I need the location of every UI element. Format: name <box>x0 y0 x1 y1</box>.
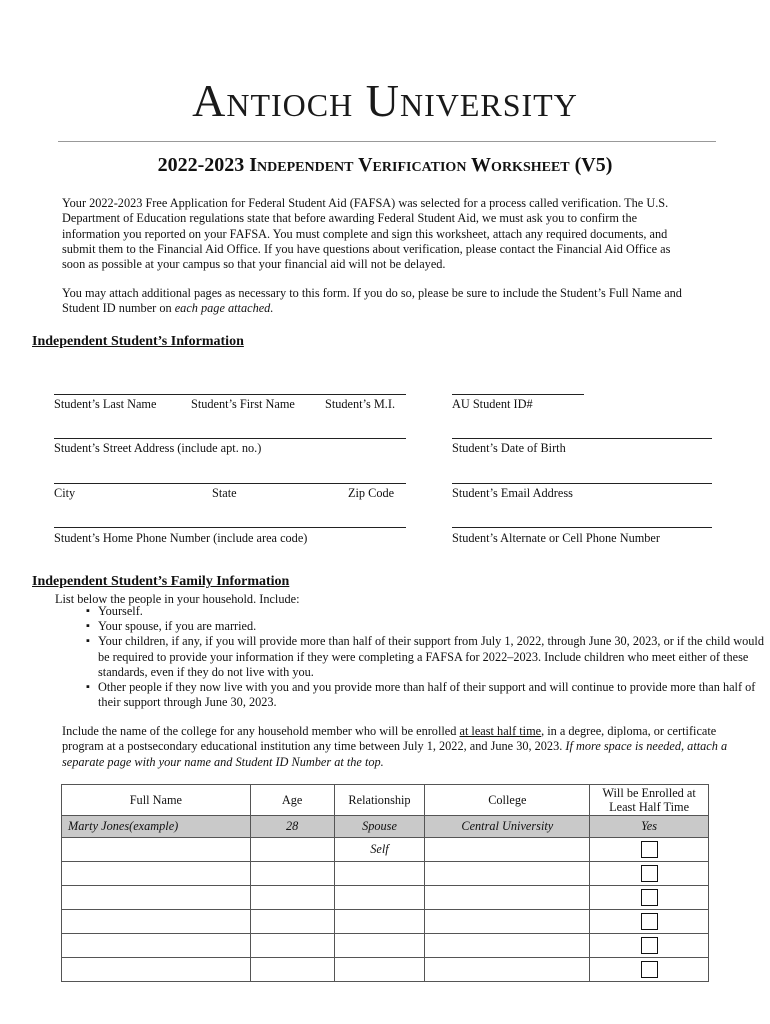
table-row <box>62 934 709 958</box>
example-name: Marty Jones(example) <box>62 816 251 838</box>
college-cell[interactable] <box>425 862 590 886</box>
half-time-checkbox[interactable] <box>641 913 658 930</box>
middle-initial-label: Student’s M.I. <box>325 397 396 411</box>
list-item: ▪ Your spouse, if you are married. <box>88 619 768 634</box>
student-id-field-line[interactable] <box>452 394 584 395</box>
zip-label: Zip Code <box>348 486 395 500</box>
attach-pages-emphasis: each page attached. <box>174 301 274 316</box>
name-cell[interactable] <box>62 838 251 862</box>
street-address-label: Student’s Street Address (include apt. no.) <box>54 441 262 455</box>
age-cell[interactable] <box>250 958 334 982</box>
half-time-cell <box>590 934 709 958</box>
relationship-cell[interactable] <box>334 910 425 934</box>
list-item: ▪ Other people if they now live with you and you provide more than half of their support and will continue to provide more than half of their support through June 30, 2023. <box>88 680 768 710</box>
page-title: 2022-2023 Independent Verification Worksheet (V5) <box>157 154 613 176</box>
college-note-text-2: , in a degree, diploma, or certificate program at a postsecondary educational institution any time between July 1, 2022, and June 30, 2023. <box>62 724 717 754</box>
state-label: State <box>212 486 237 500</box>
alt-phone-label: Student’s Alternate or Cell Phone Number <box>452 531 660 545</box>
extra-space-note: If more space is needed, attach a separate page with your name and Student ID Number at the top. <box>62 739 728 769</box>
age-cell[interactable] <box>250 862 334 886</box>
name-cell[interactable] <box>62 886 251 910</box>
first-name-label: Student’s First Name <box>191 397 295 411</box>
half-time-cell <box>590 838 709 862</box>
list-item: ▪ Yourself. <box>88 604 768 619</box>
table-row <box>62 862 709 886</box>
half-time-underlined: at least half time <box>459 724 542 738</box>
half-time-cell <box>590 910 709 934</box>
table-row <box>62 910 709 934</box>
half-time-checkbox[interactable] <box>641 961 658 978</box>
col-relationship: Relationship <box>334 785 425 816</box>
home-phone-field-line[interactable] <box>54 527 406 528</box>
household-list <box>68 604 768 710</box>
table-header-row <box>62 785 709 816</box>
dob-label: Student’s Date of Birth <box>452 441 566 455</box>
college-cell[interactable] <box>425 934 590 958</box>
household-intro: List below the people in your household. Include: <box>55 592 300 606</box>
col-age: Age <box>250 785 334 816</box>
relationship-cell: Self <box>334 838 425 862</box>
university-logo: Antioch University <box>192 75 578 126</box>
attach-pages-text: You may attach additional pages as necessary to this form. If you do so, please be sure to include the Student’s Full Name and Student ID number on <box>62 286 682 316</box>
home-phone-label: Student’s Home Phone Number (include area code) <box>54 531 308 545</box>
relationship-cell[interactable] <box>334 934 425 958</box>
example-half-time: Yes <box>590 816 709 838</box>
college-note <box>62 724 746 770</box>
col-half-time: Will be Enrolled at Least Half Time <box>590 785 709 816</box>
list-item: ▪ Your children, if any, if you will provide more than half of their support from July 1, 2022, through June 30, 2023, or if the child would be required to provide your information if they were completing a FAFSA for 2022–2023. Include children who meet either of these standards, even if they do not live with you. <box>88 634 768 680</box>
table-row <box>62 838 709 862</box>
city-label: City <box>54 486 76 500</box>
email-label: Student’s Email Address <box>452 486 573 500</box>
college-cell[interactable] <box>425 886 590 910</box>
age-cell[interactable] <box>250 910 334 934</box>
table-row <box>62 958 709 982</box>
name-cell[interactable] <box>62 862 251 886</box>
half-time-cell <box>590 958 709 982</box>
email-field-line[interactable] <box>452 483 712 484</box>
half-time-checkbox[interactable] <box>641 841 658 858</box>
student-info-heading: Independent Student’s Information <box>32 334 244 349</box>
street-address-field-line[interactable] <box>54 438 406 439</box>
example-college: Central University <box>425 816 590 838</box>
half-time-cell <box>590 886 709 910</box>
dob-field-line[interactable] <box>452 438 712 439</box>
half-time-cell <box>590 862 709 886</box>
age-cell[interactable] <box>250 934 334 958</box>
college-cell[interactable] <box>425 910 590 934</box>
alt-phone-field-line[interactable] <box>452 527 712 528</box>
name-cell[interactable] <box>62 910 251 934</box>
example-row <box>62 816 709 838</box>
name-cell[interactable] <box>62 958 251 982</box>
age-cell[interactable] <box>250 838 334 862</box>
example-relationship: Spouse <box>334 816 425 838</box>
half-time-checkbox[interactable] <box>641 937 658 954</box>
table-row <box>62 886 709 910</box>
relationship-cell[interactable] <box>334 958 425 982</box>
col-full-name: Full Name <box>62 785 251 816</box>
name-cell[interactable] <box>62 934 251 958</box>
example-age: 28 <box>250 816 334 838</box>
name-field-line[interactable] <box>54 394 406 395</box>
city-state-zip-field-line[interactable] <box>54 483 406 484</box>
household-table <box>61 784 709 982</box>
half-time-checkbox[interactable] <box>641 865 658 882</box>
college-cell[interactable] <box>425 958 590 982</box>
intro-paragraph: Your 2022-2023 Free Application for Federal Student Aid (FAFSA) was selected for a process called verification. The U.S. Department of Education regulations state that before awarding Federal Student Aid, we must ask you to confirm the information you reported on your FAFSA. You must complete and sign this worksheet, attach any required documents, and submit them to the Financial Aid Office. If you have questions about verification, please contact the Financial Aid Office as soon as possible at your campus so that your financial aid will not be delayed. <box>62 196 671 272</box>
col-college: College <box>425 785 590 816</box>
age-cell[interactable] <box>250 886 334 910</box>
college-note-text: Include the name of the college for any household member who will be enrolled <box>62 724 460 738</box>
header-divider <box>58 141 716 142</box>
relationship-cell[interactable] <box>334 862 425 886</box>
family-info-heading: Independent Student’s Family Information <box>32 574 290 589</box>
attach-pages-paragraph <box>62 286 692 317</box>
college-cell[interactable] <box>425 838 590 862</box>
relationship-cell[interactable] <box>334 886 425 910</box>
half-time-checkbox[interactable] <box>641 889 658 906</box>
student-id-label: AU Student ID# <box>452 397 533 411</box>
last-name-label: Student’s Last Name <box>54 397 157 411</box>
